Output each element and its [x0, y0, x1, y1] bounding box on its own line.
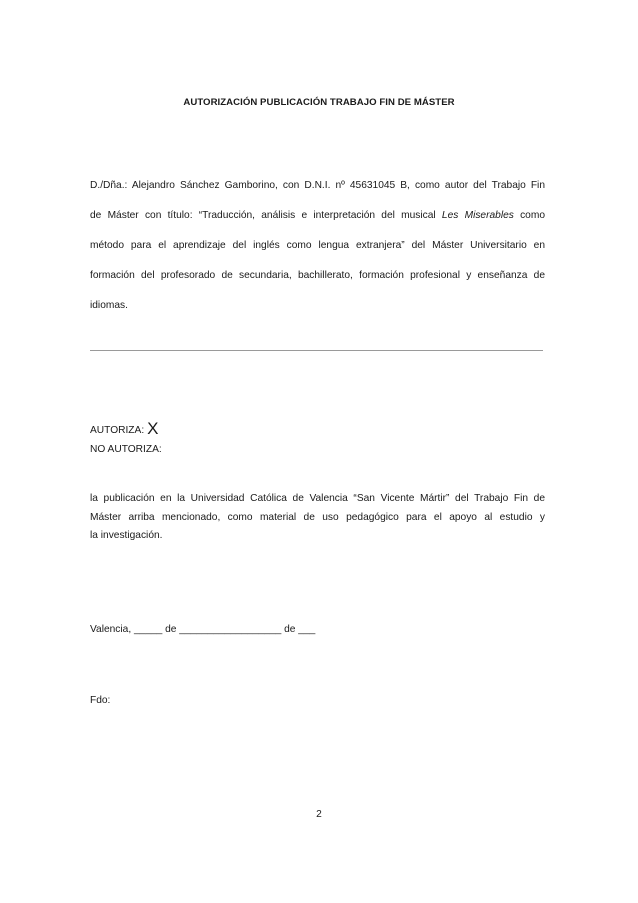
section-divider — [90, 350, 543, 351]
declaration-line: D./Dña.: Alejandro Sánchez Gamborino, con D.N.I. nº 45631045 B, como autor del Trabajo Fin — [90, 180, 545, 191]
authorize-option — [90, 418, 159, 438]
publication-paragraph — [90, 490, 545, 546]
not-authorize-label: NO AUTORIZA: — [90, 444, 162, 455]
publication-line: Máster arriba mencionado, como material de uso pedagógico para el apoyo al estudio y — [90, 511, 545, 523]
declaration-line-end: como — [513, 210, 545, 221]
declaration-line: idiomas. — [90, 300, 128, 311]
publication-line: la publicación en la Universidad Católica de Valencia “San Vicente Mártir” del Trabajo Fin de — [90, 493, 545, 504]
declaration-paragraph — [90, 171, 545, 321]
date-line: Valencia, _____ de __________________ de ___ — [90, 624, 316, 635]
publication-line: la investigación. — [90, 530, 163, 541]
authorize-label: AUTORIZA: — [90, 425, 145, 436]
declaration-line: método para el aprendizaje del inglés como lengua extranjera” del Máster Universitario en — [90, 240, 545, 251]
document-title: AUTORIZACIÓN PUBLICACIÓN TRABAJO FIN DE MÁSTER — [183, 97, 455, 108]
declaration-line — [90, 201, 545, 231]
page-number: 2 — [316, 809, 322, 820]
authorize-mark: X — [147, 419, 159, 438]
not-authorize-option — [90, 444, 162, 455]
declaration-line-text: de Máster con título: “Traducción, análisis e interpretación del musical — [90, 210, 442, 221]
signature-label: Fdo: — [90, 695, 111, 706]
musical-title: Les Miserables — [441, 210, 514, 221]
declaration-line: formación del profesorado de secundaria, bachillerato, formación profesional y enseñanza de — [90, 270, 545, 281]
